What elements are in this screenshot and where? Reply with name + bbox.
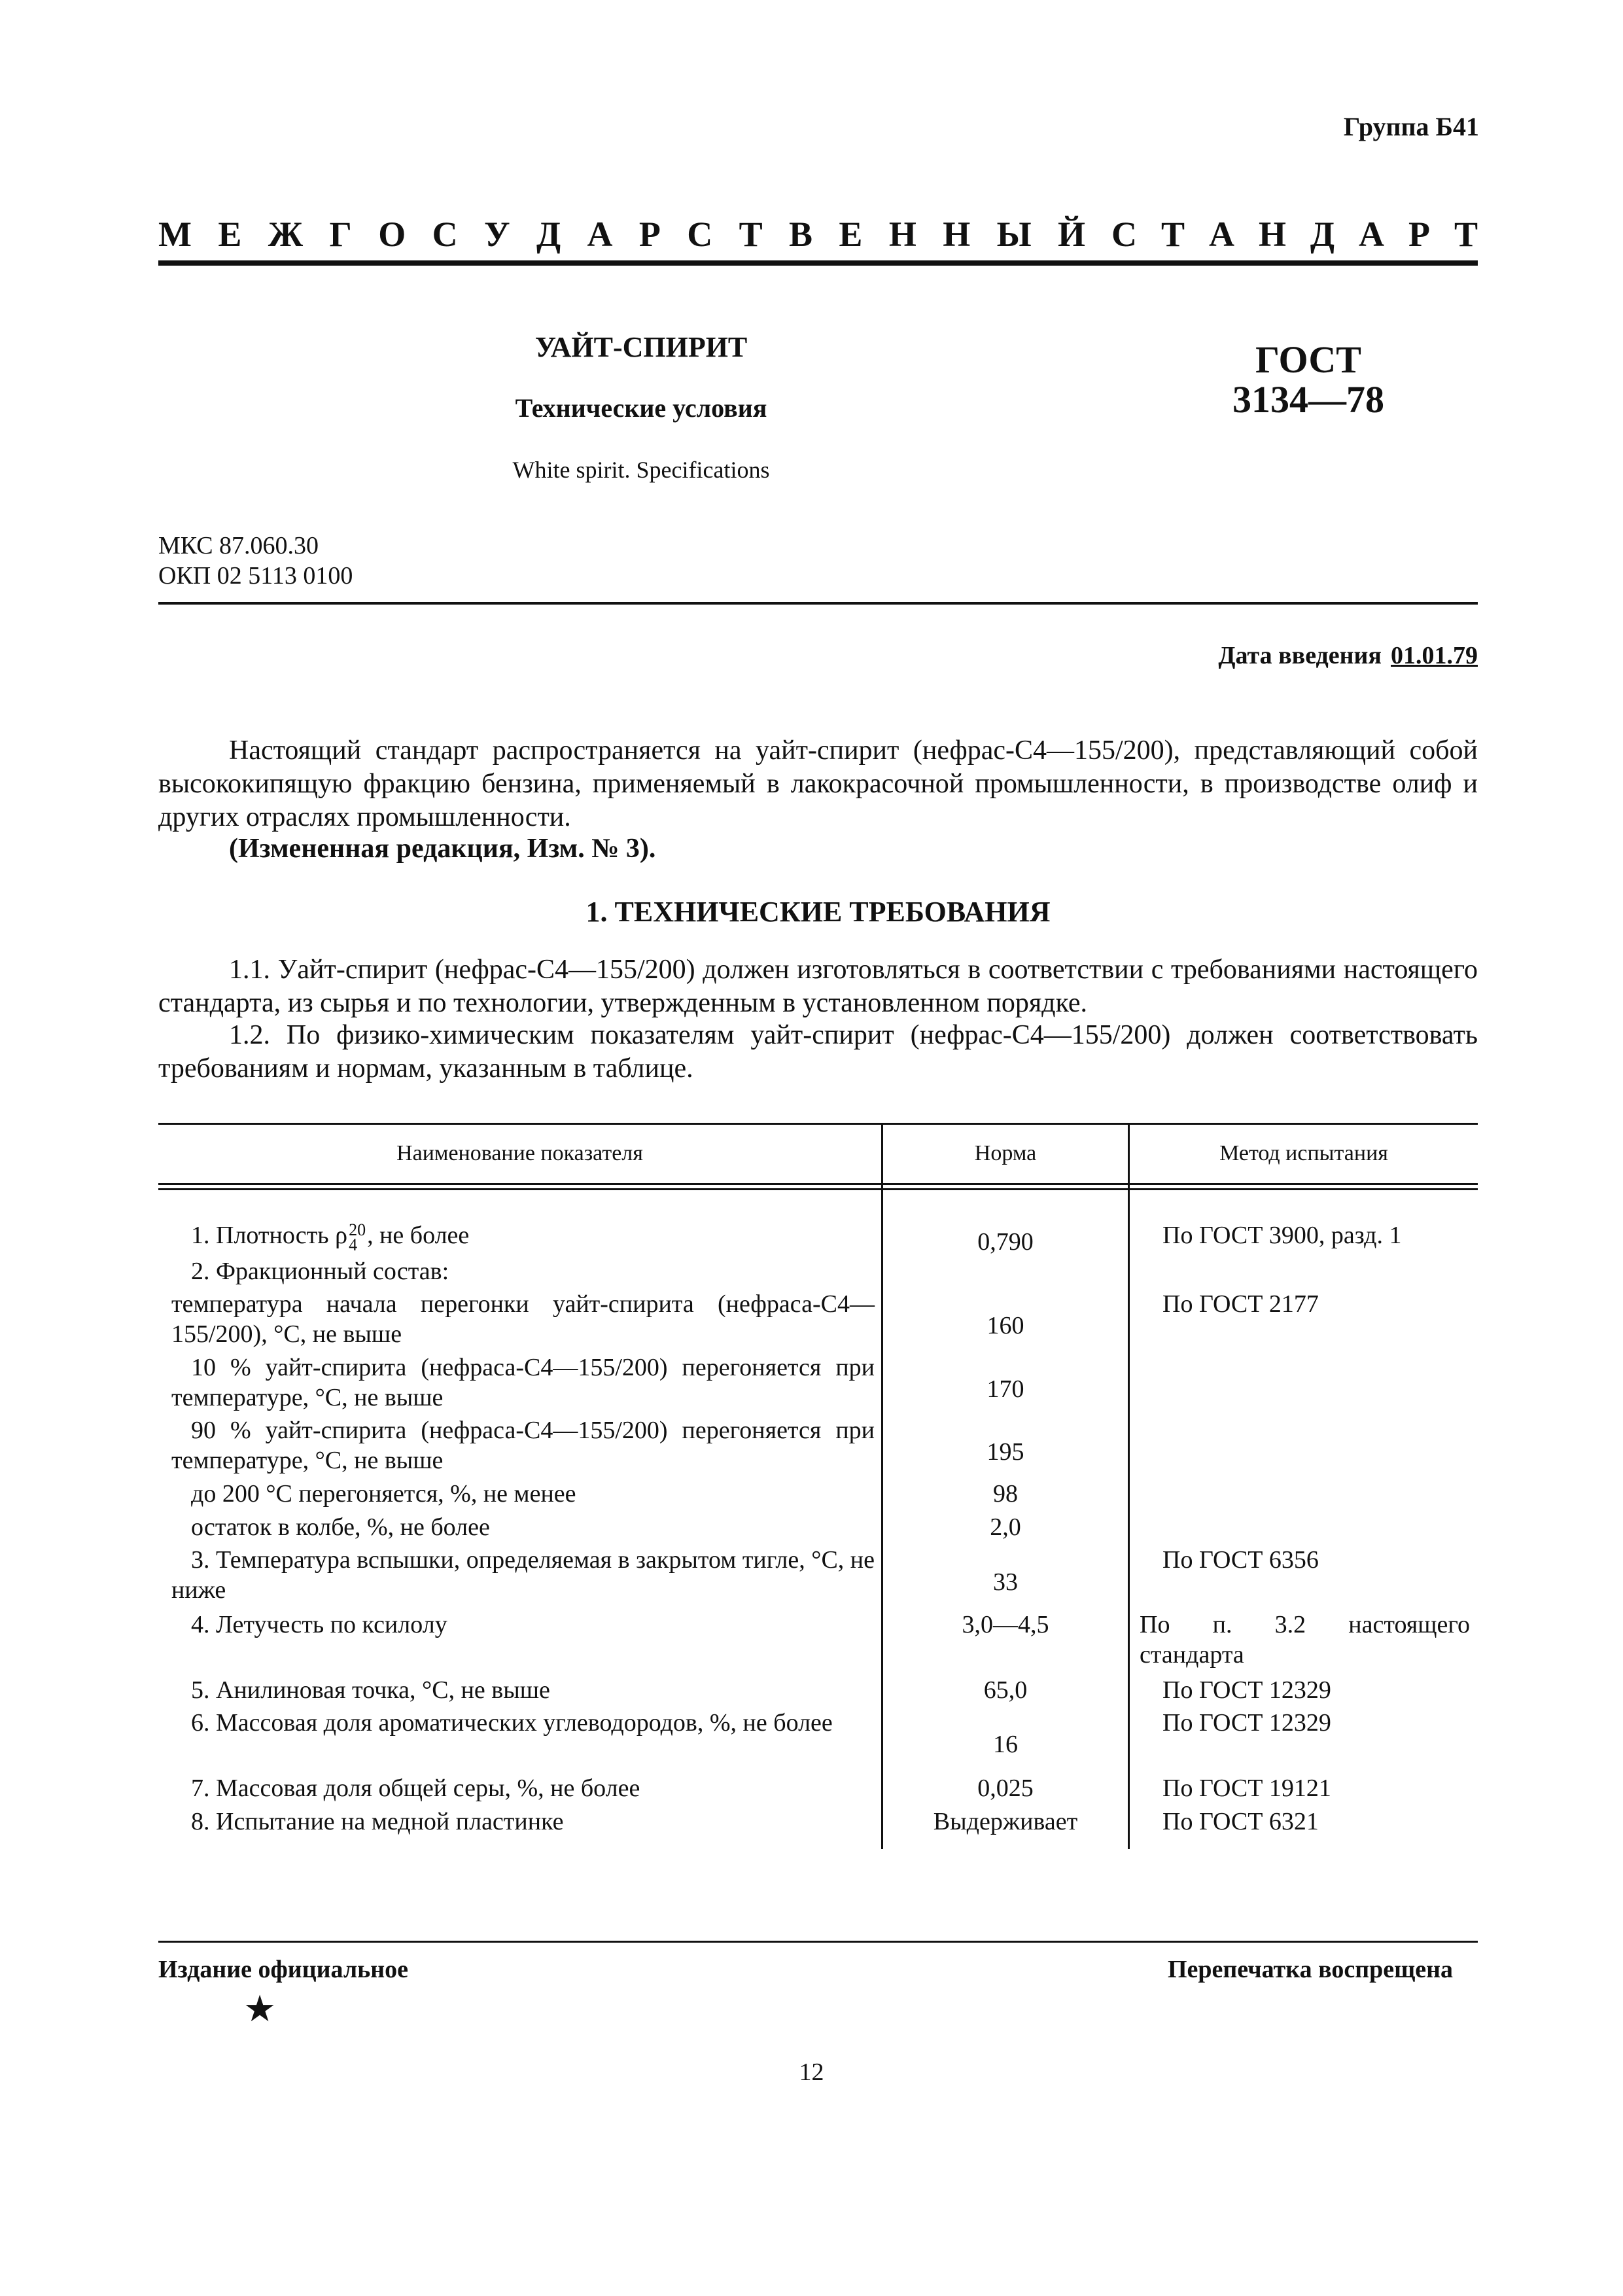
intro-date-value: 01.01.79: [1391, 642, 1478, 669]
table-row-2c-name: [171, 1416, 875, 1475]
edit-note: (Измененная редакция, Изм. № 3).: [229, 834, 656, 864]
group-code: Группа Б41: [1343, 112, 1479, 141]
table-row-7-name: 7. Массовая доля общей серы, %, не более: [191, 1775, 640, 1802]
table-row-2a-method: По ГОСТ 2177: [1162, 1290, 1319, 1318]
table-row-2b-norm: 170: [986, 1375, 1024, 1403]
paragraph-1-1: [158, 953, 1478, 1020]
standard-title-word-1: М Е Ж Г О С У Д А Р С Т В Е Н Н Ы Й: [158, 215, 1085, 254]
okp-code: ОКП 02 5113 0100: [158, 561, 353, 590]
table-row-6-text: 6. Массовая доля ароматических углеводородов, %, не более: [191, 1709, 833, 1737]
reprint-prohibited-label: Перепечатка воспрещена: [1167, 1956, 1453, 1983]
table-row-3-norm: 33: [993, 1568, 1018, 1596]
table-header-rule-2: [158, 1188, 1478, 1190]
document-title: УАЙТ-СПИРИТ: [534, 331, 748, 363]
page-number: 12: [799, 2058, 824, 2086]
spec-table: [158, 1123, 1478, 1849]
table-col-divider-2: [1128, 1123, 1130, 1849]
table-row-7-method: По ГОСТ 19121: [1162, 1775, 1331, 1802]
table-row-3-name: [171, 1545, 875, 1605]
table-row-7-norm: 0,025: [977, 1775, 1034, 1802]
table-row-2e-name: остаток в колбе, %, не более: [191, 1513, 490, 1541]
intro-date-label: Дата введения: [1218, 642, 1382, 669]
table-header-rule: [158, 1183, 1478, 1185]
document-title-en: White spirit. Specifications: [512, 457, 770, 483]
table-header-name: Наименование показателя: [396, 1141, 643, 1165]
intro-paragraph: [158, 734, 1478, 835]
gost-number: [1204, 340, 1413, 420]
section-heading: 1. ТЕХНИЧЕСКИЕ ТРЕБОВАНИЯ: [585, 896, 1051, 928]
intro-paragraph-text: Настоящий стандарт распространяется на уайт-спирит (нефрас-С4—155/200), представляющий собой высококипящую фракцию бензина, применяемый в лакокрасочной промышленности, в производстве олиф и других отраслях промышленности.: [158, 735, 1478, 833]
table-row-1-norm: 0,790: [977, 1228, 1034, 1256]
table-top-rule: [158, 1123, 1478, 1125]
standard-title: [158, 208, 1478, 260]
document-subtitle: Технические условия: [515, 393, 767, 423]
density-superscript: 20: [349, 1220, 366, 1239]
paragraph-1-2: [158, 1019, 1478, 1086]
standard-title-word-2: С Т А Н Д А Р Т: [1111, 215, 1478, 254]
table-row-8-norm: Выдерживает: [933, 1808, 1078, 1835]
codes-rule: [158, 602, 1478, 605]
table-row-6-name: [171, 1708, 875, 1739]
table-row-2d-norm: 98: [993, 1480, 1018, 1508]
density-label: 1. Плотность ρ: [191, 1222, 348, 1249]
table-row-5-norm: 65,0: [983, 1676, 1028, 1704]
table-row-3-text: 3. Температура вспышки, определяемая в закрытом тигле, °С, не ниже: [171, 1546, 875, 1604]
table-row-2d-name: до 200 °С перегоняется, %, не менее: [191, 1480, 576, 1508]
paragraph-1-2-text: 1.2. По физико-химическим показателям уайт-спирит (нефрас-С4—155/200) должен соответствовать требованиям и нормам, указанным в таблице.: [158, 1020, 1478, 1084]
gost-number-line-2: 3134—78: [1232, 378, 1384, 421]
table-row-1-method: По ГОСТ 3900, разд. 1: [1162, 1222, 1402, 1249]
table-row-2b-text: 10 % уайт-спирита (нефраса-С4—155/200) перегоняется при температуре, °С, не выше: [171, 1354, 875, 1411]
footer-rule: [158, 1941, 1478, 1943]
table-row-2c-norm: 195: [986, 1438, 1024, 1466]
density-subscript: 4: [349, 1235, 358, 1255]
header-rule: [158, 260, 1478, 266]
table-row-8-name: 8. Испытание на медной пластинке: [191, 1808, 564, 1835]
mks-code: МКС 87.060.30: [158, 532, 319, 559]
table-row-5-method: По ГОСТ 12329: [1162, 1676, 1331, 1704]
table-row-4-norm: 3,0—4,5: [962, 1611, 1049, 1638]
official-edition-label: Издание официальное: [158, 1956, 409, 1983]
table-row-2a-norm: 160: [986, 1312, 1024, 1339]
table-row-1-name: [191, 1221, 871, 1253]
density-suffix: , не более: [367, 1222, 470, 1249]
table-row-5-name: 5. Анилиновая точка, °С, не выше: [191, 1676, 550, 1704]
table-row-8-method: По ГОСТ 6321: [1162, 1808, 1319, 1835]
table-row-4-method: По п. 3.2 настоящего стандарта: [1140, 1611, 1470, 1669]
table-row-2a-name: температура начала перегонки уайт-спирита (нефраса-С4—155/200), °С, не выше: [171, 1290, 875, 1348]
table-row-3-method: По ГОСТ 6356: [1162, 1546, 1319, 1574]
table-row-6-norm: 16: [993, 1731, 1018, 1758]
table-row-2-name: 2. Фракционный состав:: [191, 1258, 449, 1285]
star-icon: ★: [243, 1989, 277, 2030]
intro-date: [1218, 641, 1478, 670]
table-row-2b-name: [171, 1353, 875, 1413]
gost-number-line-1: ГОСТ: [1255, 338, 1361, 381]
table-row-4-name: 4. Летучесть по ксилолу: [191, 1611, 447, 1638]
table-row-6-method: По ГОСТ 12329: [1162, 1709, 1331, 1737]
table-row-2c-text: 90 % уайт-спирита (нефраса-С4—155/200) перегоняется при температуре, °С, не выше: [171, 1417, 875, 1474]
table-header-method: Метод испытания: [1219, 1141, 1388, 1165]
table-row-2e-norm: 2,0: [990, 1513, 1021, 1541]
classification-codes: [158, 531, 353, 591]
table-header-norm: Норма: [974, 1141, 1037, 1165]
paragraph-1-1-text: 1.1. Уайт-спирит (нефрас-С4—155/200) должен изготовляться в соответствии с требованиями настоящего стандарта, из сырья и по технологии, утвержденным в установленном порядке.: [158, 955, 1478, 1019]
